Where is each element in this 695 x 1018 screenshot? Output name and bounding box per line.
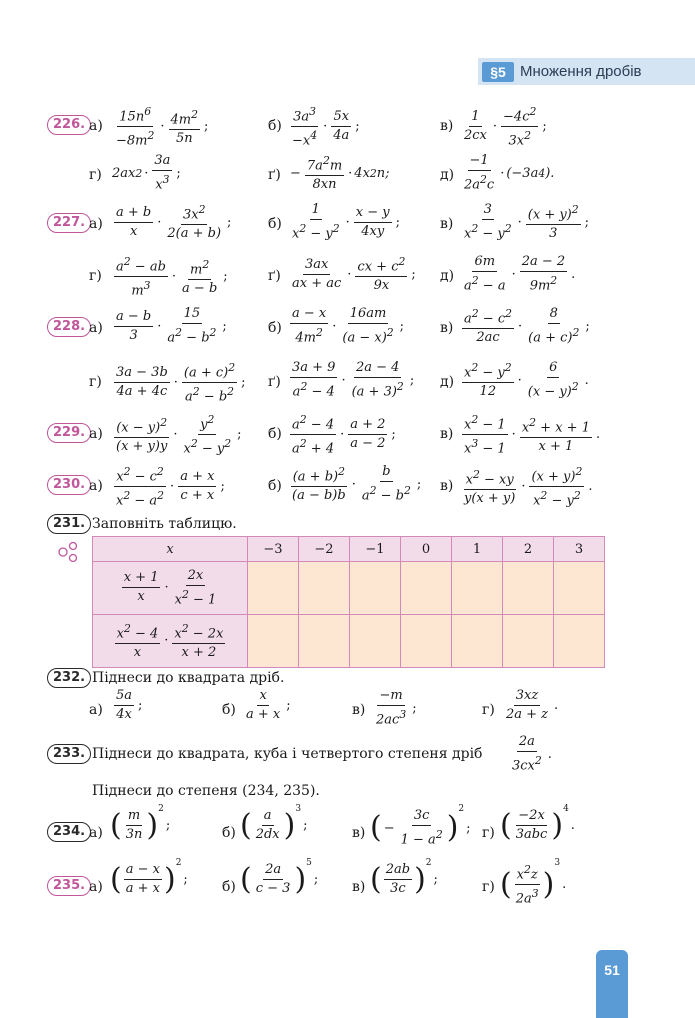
table-cell[interactable] <box>248 615 299 668</box>
table-header-cell: −1 <box>350 537 401 562</box>
expr-228g: $\frac{3a - 3b}{4a + 4c}$ · $\frac{(a + c)^2}{a^2 - b^2}$ ; <box>116 361 246 405</box>
table-cell[interactable] <box>299 615 350 668</box>
label-g: г) <box>482 825 495 841</box>
table-header-cell: 2 <box>503 537 554 562</box>
label-gg: ґ) <box>268 374 281 390</box>
label-b: б) <box>268 426 282 442</box>
label-a: а) <box>89 118 103 134</box>
label-b: б) <box>268 216 282 232</box>
table-cell[interactable] <box>299 562 350 615</box>
row-expression: $\frac{x + 1}{x}$ · $\frac{2x}{x^2 - 1}$ <box>93 562 248 615</box>
expr-232g: $\frac{3xz}{2a + z}$ . <box>506 688 559 722</box>
expr-228v: $\frac{a^2 - c^2}{2ac}$ · $\frac{8}{(a + c)^2}$ ; <box>464 306 590 346</box>
table-cell[interactable] <box>401 562 452 615</box>
table-cell[interactable] <box>350 562 401 615</box>
table-row <box>93 562 605 615</box>
table-cell[interactable] <box>248 562 299 615</box>
table-cell[interactable] <box>452 615 503 668</box>
expr-226b: $\frac{3a^3}{-x^4}$ · $\frac{5x}{4a}$ ; <box>292 105 360 149</box>
table-header-row <box>93 537 605 562</box>
label-v: в) <box>440 216 454 232</box>
expr-235v: ( $\frac{2ab}{3c}$ ) 2 ; <box>370 858 438 897</box>
label-d: д) <box>440 374 455 390</box>
label-b: б) <box>222 879 236 895</box>
expr-230b: $\frac{(a + b)^2}{(a - b)b}$ · $\frac{b}{a^2 - b^2}$ ; <box>292 464 422 504</box>
expr-228d: $\frac{x^2 - y^2}{12}$ · $\frac{6}{(x - y)^2}$ . <box>464 360 589 400</box>
label-a: а) <box>89 879 103 895</box>
table-cell[interactable] <box>554 615 605 668</box>
problem-number-231: 231. <box>47 514 91 534</box>
expr-227gg: $\frac{3ax}{ax + ac}$ · $\frac{cx + c^2}{9x}$ ; <box>292 255 416 294</box>
expr-229b: $\frac{a^2 - 4}{a^2 + 4}$ · $\frac{a + 2}{a - 2}$ ; <box>292 413 396 457</box>
label-b: б) <box>268 320 282 336</box>
label-v: в) <box>440 426 454 442</box>
label-b: б) <box>268 478 282 494</box>
problem-number-226: 226. <box>47 115 91 135</box>
table-cell[interactable] <box>452 562 503 615</box>
label-gg: ґ) <box>268 268 281 284</box>
label-v: в) <box>352 825 366 841</box>
intro-234-235: Піднеси до степеня (234, 235). <box>92 783 320 799</box>
expr-226d: $\frac{-1}{2a^2c}$ · (−3a 4 ). <box>464 153 555 193</box>
expr-227b: $\frac{1}{x^2 - y^2}$ · $\frac{x - y}{4xy}$ ; <box>292 202 401 242</box>
expr-228gg: $\frac{3a + 9}{a^2 - 4}$ · $\frac{2a - 4}{(a + 3)^2}$ ; <box>292 360 415 400</box>
problem-number-235: 235. <box>47 876 91 896</box>
section-badge: §5 <box>482 62 514 82</box>
label-v: в) <box>440 118 454 134</box>
label-v: в) <box>440 320 454 336</box>
expr-226gg: − $\frac{7a^2m}{8xn}$ · 4x 2 n; <box>290 154 390 193</box>
label-g: г) <box>482 879 495 895</box>
problem-232-text: Піднеси до квадрата дріб. <box>92 670 285 686</box>
expr-235a: ( $\frac{a - x}{a + x}$ ) 2 ; <box>110 858 188 897</box>
expr-226g: 2ax 2 · $\frac{3a}{x^3}$ ; <box>112 153 181 193</box>
group-work-icon <box>56 540 80 564</box>
problem-number-233: 233. <box>47 744 91 764</box>
table-cell[interactable] <box>503 615 554 668</box>
label-d: д) <box>440 268 455 284</box>
problem-number-229: 229. <box>47 423 91 443</box>
label-g: г) <box>89 374 102 390</box>
problem-number-228: 228. <box>47 317 91 337</box>
expr-227g: $\frac{a^2 - ab}{m^3}$ · $\frac{m^2}{a - b}$ ; <box>116 255 228 299</box>
label-g: г) <box>89 268 102 284</box>
label-v: в) <box>440 478 454 494</box>
expr-229a: $\frac{(x - y)^2}{(x + y)y}$ · $\frac{y^2}{x^2 - y^2}$ ; <box>116 413 242 457</box>
expr-232a: $\frac{5a}{4x}$ ; <box>116 688 143 722</box>
row-expression: $\frac{x^2 - 4}{x}$ · $\frac{x^2 - 2x}{x + 2}$ <box>93 615 248 668</box>
expr-228b: $\frac{a - x}{4m^2}$ · $\frac{16am}{(a - x)^2}$ ; <box>292 306 405 346</box>
expr-233: $\frac{2a}{3cx^2}$ . <box>512 734 552 774</box>
problem-number-230: 230. <box>47 475 91 495</box>
label-b: б) <box>268 118 282 134</box>
label-b: б) <box>222 702 236 718</box>
table-cell[interactable] <box>350 615 401 668</box>
label-d: д) <box>440 167 455 183</box>
section-title: Множення дробів <box>520 63 642 80</box>
expr-227v: $\frac{3}{x^2 - y^2}$ · $\frac{(x + y)^2}{3}$ ; <box>464 202 590 242</box>
expr-234b: ( $\frac{a}{2dx}$ ) 3 ; <box>240 804 308 843</box>
table-header-cell: 3 <box>554 537 605 562</box>
expr-232v: $\frac{-m}{2ac^3}$ ; <box>376 688 417 728</box>
expr-230a: $\frac{x^2 - c^2}{x^2 - a^2}$ · $\frac{a + x}{c + x}$ ; <box>116 465 225 509</box>
label-a: а) <box>89 702 103 718</box>
expr-234a: ( $\frac{m}{3n}$ ) 2 ; <box>110 804 171 843</box>
expr-234g: ( $\frac{-2x}{\text{3abc}}$ ) 4 . <box>500 804 575 843</box>
table-cell[interactable] <box>401 615 452 668</box>
table-header-cell: 1 <box>452 537 503 562</box>
expr-230v: $\frac{x^2 - xy}{y(x + y)}$ · $\frac{(x + y)^2}{x^2 - y^2}$ . <box>464 465 593 509</box>
table-cell[interactable] <box>503 562 554 615</box>
expr-227a: $\frac{a + b}{x}$ · $\frac{3x^2}{2(a + b)}$ ; <box>116 203 232 242</box>
problem-number-234: 234. <box>47 822 91 842</box>
expr-228a: $\frac{a - b}{3}$ · $\frac{15}{a^2 - b^2}$ ; <box>116 306 227 346</box>
expr-229v: $\frac{x^2 - 1}{x^3 - 1}$ · $\frac{x^2 + x + 1}{x + 1}$ . <box>464 413 601 457</box>
expr-232b: $\frac{x}{a + x}$ ; <box>246 688 291 722</box>
table-row <box>93 615 605 668</box>
page-number: 51 <box>596 950 628 1018</box>
problem-number-232: 232. <box>47 668 91 688</box>
expr-234v: ( − $\frac{3c}{1 - a^2}$ ) 2 ; <box>370 804 471 848</box>
table-header-cell: x <box>93 537 248 562</box>
label-b: б) <box>222 825 236 841</box>
label-g: г) <box>482 702 495 718</box>
expr-235g: ( $\frac{x^2z}{2a^3}$ ) 3 . <box>500 858 567 907</box>
expr-226v: $\frac{1}{2cx}$ · $\frac{-4c^2}{3x^2}$ ; <box>464 105 547 149</box>
problem-231-text: Заповніть таблицю. <box>92 516 237 532</box>
problem-number-227: 227. <box>47 213 91 233</box>
table-header-cell: −3 <box>248 537 299 562</box>
label-a: а) <box>89 825 103 841</box>
table-header-cell: −2 <box>299 537 350 562</box>
label-v: в) <box>352 702 366 718</box>
label-a: а) <box>89 478 103 494</box>
expr-226a: $\frac{15n^6}{-8m^2}$ · $\frac{4m^2}{5n}$ ; <box>116 105 209 149</box>
label-gg: ґ) <box>268 167 281 183</box>
table-header-cell: 0 <box>401 537 452 562</box>
label-a: а) <box>89 426 103 442</box>
label-a: а) <box>89 216 103 232</box>
expr-227d: $\frac{6m}{a^2 - a}$ · $\frac{2a - 2}{9m^2}$ . <box>464 254 576 294</box>
problem-233-text: Піднеси до квадрата, куба і четвертого степеня дріб <box>92 746 483 762</box>
table-231 <box>92 536 605 668</box>
label-g: г) <box>89 167 102 183</box>
table-cell[interactable] <box>554 562 605 615</box>
expr-235b: ( $\frac{2a}{c - 3}$ ) 5 ; <box>240 858 319 897</box>
label-a: а) <box>89 320 103 336</box>
label-v: в) <box>352 879 366 895</box>
